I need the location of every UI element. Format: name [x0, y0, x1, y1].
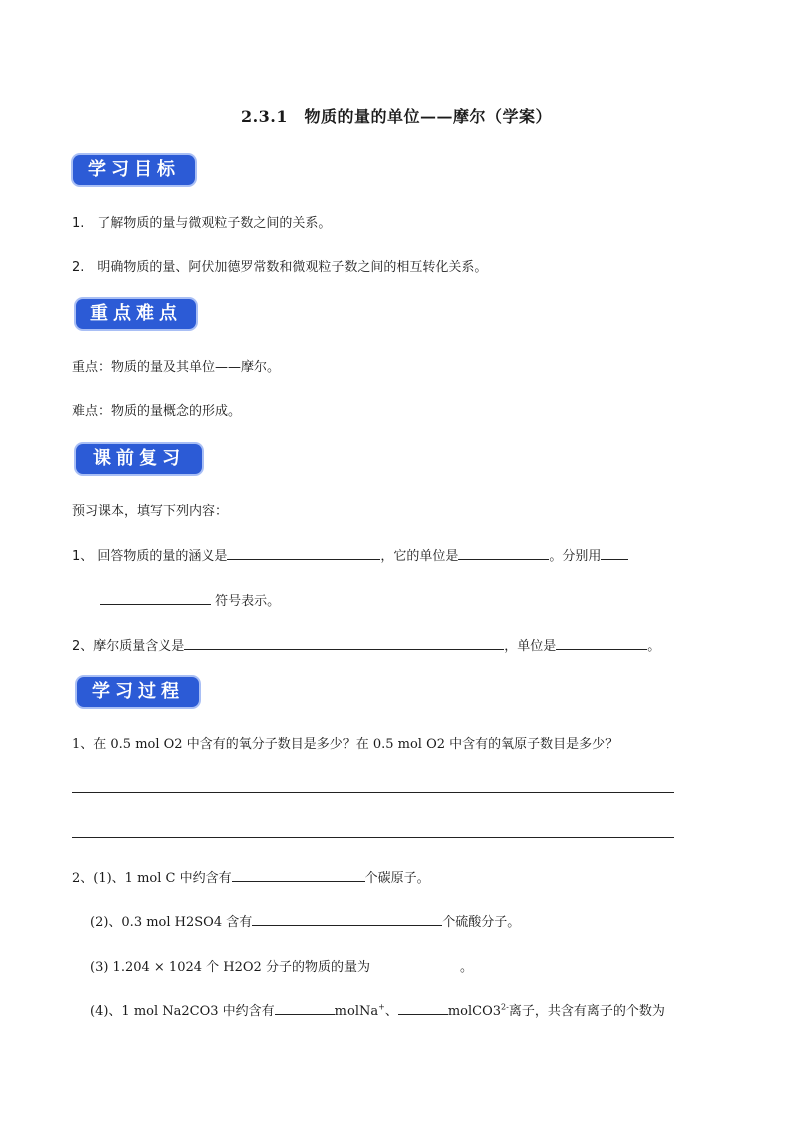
answer-blank[interactable] — [556, 636, 647, 650]
review-q2-text-c: 。 — [647, 639, 661, 654]
process-question-2-2 — [90, 911, 520, 930]
review-question-1 — [72, 545, 628, 564]
objective-item-2: 2. 明确物质的量、阿伏加德罗常数和微观粒子数之间的相互转化关系。 — [72, 260, 488, 275]
objective-item-1: 1. 了解物质的量与微观粒子数之间的关系。 — [72, 216, 332, 231]
answer-blank[interactable] — [184, 636, 504, 650]
process-q2-2-text-a: (2)、0.3 mol H2SO4 含有 — [90, 915, 253, 930]
process-q2-3-text-b: 。 — [459, 960, 473, 975]
keypoint-key: 重点：物质的量及其单位——摩尔。 — [72, 360, 281, 375]
process-q2-1-text-b: 个碳原子。 — [364, 871, 430, 886]
review-q1-text-c: 。分别用 — [549, 549, 602, 564]
superscript: 2- — [501, 1002, 509, 1012]
process-q2-1-text-a: 2、(1)、1 mol C 中约含有 — [72, 871, 232, 886]
review-q2-text-a: 2、摩尔质量含义是 — [72, 639, 185, 654]
review-question-2 — [72, 635, 660, 654]
answer-blank[interactable] — [227, 546, 380, 560]
review-q2-text-b: ，单位是 — [504, 639, 557, 654]
answer-blank[interactable] — [252, 912, 442, 926]
answer-blank[interactable] — [398, 1001, 448, 1015]
process-q2-2-text-b: 个硫酸分子。 — [442, 915, 521, 930]
answer-blank[interactable] — [100, 591, 211, 605]
answer-line[interactable] — [72, 837, 674, 838]
answer-line[interactable] — [72, 792, 674, 793]
process-q2-4-text-c: 、 — [384, 1004, 398, 1019]
review-question-1-cont — [100, 590, 280, 609]
process-q2-3-text-a: (3) 1.204 × 1024 个 H2O2 分子的物质的量为 — [90, 960, 370, 975]
page-title: 2.3.1 物质的量的单位——摩尔（学案） — [240, 107, 553, 126]
review-intro: 预习课本，填写下列内容： — [72, 504, 229, 519]
process-q2-4-text-e: 离子，共含有离子的个数为 — [508, 1004, 665, 1019]
answer-blank[interactable] — [601, 546, 628, 560]
process-q2-4-text-b: molNa — [334, 1004, 379, 1019]
section-badge-keypoints: 重点难点 — [76, 299, 196, 329]
process-question-2-4 — [90, 1000, 665, 1019]
answer-blank[interactable] — [275, 1001, 335, 1015]
process-question-2-1 — [72, 867, 430, 886]
answer-blank[interactable] — [232, 868, 365, 882]
section-badge-review: 课前复习 — [76, 444, 202, 474]
process-q2-4-text-d: molCO3 — [447, 1004, 502, 1019]
answer-blank[interactable] — [458, 546, 549, 560]
review-q1-text-d: 符号表示。 — [215, 594, 281, 609]
superscript: + — [378, 1002, 385, 1012]
process-question-2-3 — [90, 956, 473, 975]
process-question-1: 1、在 0.5 mol O2 中含有的氧分子数目是多少？在 0.5 mol O2 中含有的氧原子数目是多少？ — [72, 737, 619, 752]
keypoint-difficulty: 难点：物质的量概念的形成。 — [72, 404, 242, 419]
review-q1-text-b: ，它的单位是 — [380, 549, 459, 564]
process-q2-4-text-a: (4)、1 mol Na2CO3 中约含有 — [90, 1004, 275, 1019]
section-badge-objectives: 学习目标 — [73, 155, 195, 185]
section-badge-process: 学习过程 — [77, 677, 199, 707]
review-q1-text-a: 1、 回答物质的量的涵义是 — [72, 549, 228, 564]
